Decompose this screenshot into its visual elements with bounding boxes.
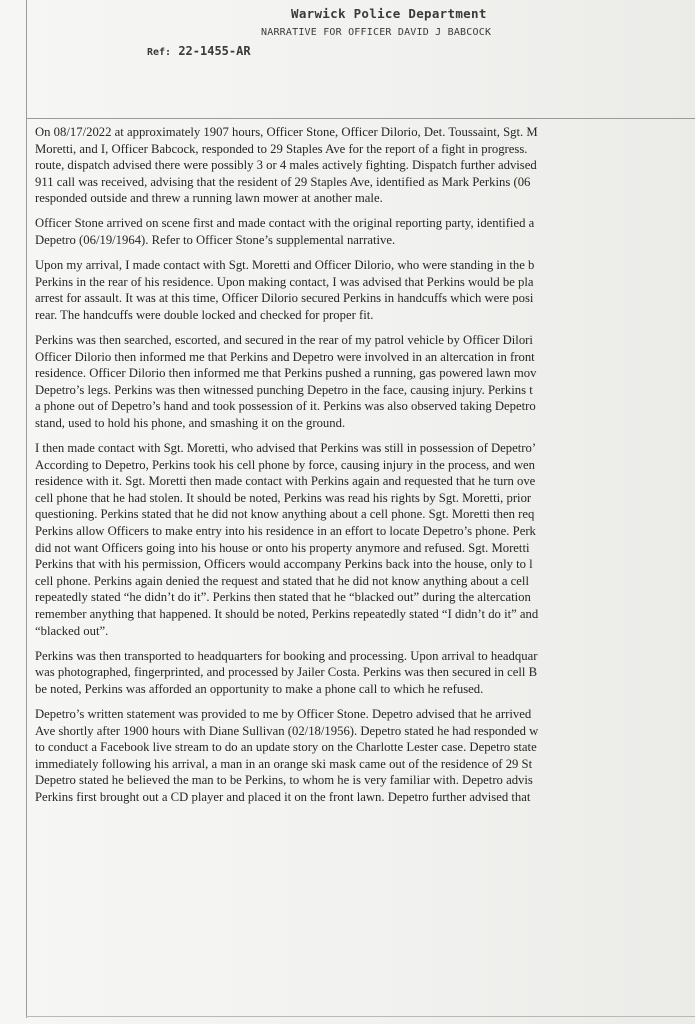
narrative-line: responded outside and threw a running lawn mower at another male. <box>35 191 383 206</box>
page-bottom-rule <box>26 1016 695 1017</box>
reference-line <box>147 44 251 58</box>
narrative-line: According to Depetro, Perkins took his cell phone by force, causing injury in the process, and wen <box>35 457 535 472</box>
narrative-paragraph <box>35 332 695 432</box>
narrative-line: Depetro’s legs. Perkins was then witnessed punching Depetro in the face, causing injury. Perkins t <box>35 382 533 397</box>
report-header <box>26 0 695 119</box>
narrative-line: rear. The handcuffs were double locked and checked for proper fit. <box>35 307 374 322</box>
narrative-line: was photographed, fingerprinted, and processed by Jailer Costa. Perkins was then secured in cell B <box>35 665 538 680</box>
narrative-line: Officer Dilorio then informed me that Perkins and Depetro were involved in an altercation in front <box>35 349 535 364</box>
narrative-line: Perkins that with his permission, Officers would accompany Perkins back into the house, only to l <box>35 557 533 572</box>
narrative-line: Depetro (06/19/1964). Refer to Officer Stone’s supplemental narrative. <box>35 233 396 248</box>
narrative-line: 911 call was received, advising that the resident of 29 Staples Ave, identified as Mark Perkins (06 <box>35 174 531 189</box>
narrative-paragraph <box>35 440 695 639</box>
narrative-line: Perkins allow Officers to make entry into his residence in an effort to locate Depetro’s phone. Perk <box>35 524 536 539</box>
narrative-line: I then made contact with Sgt. Moretti, who advised that Perkins was still in possession of Depetro’ <box>35 441 537 456</box>
narrative-line: route, dispatch advised there were possibly 3 or 4 males actively fighting. Dispatch further advised <box>35 158 537 173</box>
narrative-line: cell phone that he had stolen. It should be noted, Perkins was read his rights by Sgt. Moretti, prior <box>35 490 532 505</box>
narrative-line: to conduct a Facebook live stream to do an update story on the Charlotte Lester case. Depetro state <box>35 740 537 755</box>
narrative-line: Perkins was then transported to headquarters for booking and processing. Upon arrival to headquar <box>35 648 538 663</box>
narrative-paragraph <box>35 706 695 806</box>
narrative-paragraph <box>35 257 695 323</box>
narrative-paragraph <box>35 215 695 248</box>
narrative-line: arrest for assault. It was at this time, Officer Dilorio secured Perkins in handcuffs which were posi <box>35 291 534 306</box>
narrative-line: a phone out of Depetro’s hand and took possession of it. Perkins was also observed taking Depetro <box>35 399 536 414</box>
narrative-line: “blacked out”. <box>35 623 109 638</box>
narrative-line: On 08/17/2022 at approximately 1907 hours, Officer Stone, Officer Dilorio, Det. Toussaint, Sgt. M <box>35 125 538 139</box>
narrative-line: cell phone. Perkins again denied the request and stated that he did not know anything about a cell <box>35 573 529 588</box>
narrative-line: stand, used to hold his phone, and smashing it on the ground. <box>35 416 346 430</box>
narrative-line: Officer Stone arrived on scene first and made contact with the original reporting party, identified a <box>35 216 535 231</box>
narrative-line: Perkins was then searched, escorted, and secured in the rear of my patrol vehicle by Officer Dilori <box>35 333 533 348</box>
narrative-text <box>35 124 695 814</box>
narrative-line: residence. Officer Dilorio then informed me that Perkins pushed a running, gas powered lawn mov <box>35 366 537 381</box>
narrative-line: Upon my arrival, I made contact with Sgt. Moretti and Officer Dilorio, who were standing in the b <box>35 258 535 273</box>
narrative-line: Perkins in the rear of his residence. Upon making contact, I was advised that Perkins would be pla <box>35 274 534 289</box>
narrative-line: did not want Officers going into his house or onto his property anymore and refused. Sgt. Moretti <box>35 540 530 555</box>
reference-label: Ref: <box>147 47 172 58</box>
narrative-line: questioning. Perkins stated that he did not know anything about a cell phone. Sgt. Moretti then req <box>35 507 535 522</box>
narrative-line: Depetro’s written statement was provided to me by Officer Stone. Depetro advised that he arrived <box>35 707 532 721</box>
reference-number: 22-1455-AR <box>178 44 251 58</box>
narrative-line: remember anything that happened. It should be noted, Perkins repeatedly stated “I didn’t do it” and <box>35 607 539 622</box>
narrative-line: Depetro stated he believed the man to be Perkins, to whom he is very familiar with. Depetro advis <box>35 773 533 788</box>
narrative-line: residence with it. Sgt. Moretti then made contact with Perkins again and requested that he turn ove <box>35 474 536 489</box>
narrative-body <box>26 118 695 1018</box>
narrative-line: Ave shortly after 1900 hours with Diane Sullivan (02/18/1956). Depetro stated he had responded w <box>35 723 539 738</box>
narrative-title: NARRATIVE FOR OFFICER DAVID J BABCOCK <box>261 27 492 38</box>
narrative-paragraph <box>35 648 695 698</box>
department-title: Warwick Police Department <box>291 6 487 21</box>
narrative-line: immediately following his arrival, a man in an orange ski mask came out of the residence of 29 St <box>35 756 533 771</box>
narrative-line: be noted, Perkins was afforded an opportunity to make a phone call to which he refused. <box>35 681 484 696</box>
narrative-paragraph <box>35 124 695 207</box>
narrative-line: Moretti, and I, Officer Babcock, responded to 29 Staples Ave for the report of a fight in progress. <box>35 141 528 156</box>
narrative-line: repeatedly stated “he didn’t do it”. Perkins then stated that he “blacked out” during the altercation <box>35 590 531 605</box>
narrative-line: Perkins first brought out a CD player and placed it on the front lawn. Depetro further advised that <box>35 789 531 804</box>
